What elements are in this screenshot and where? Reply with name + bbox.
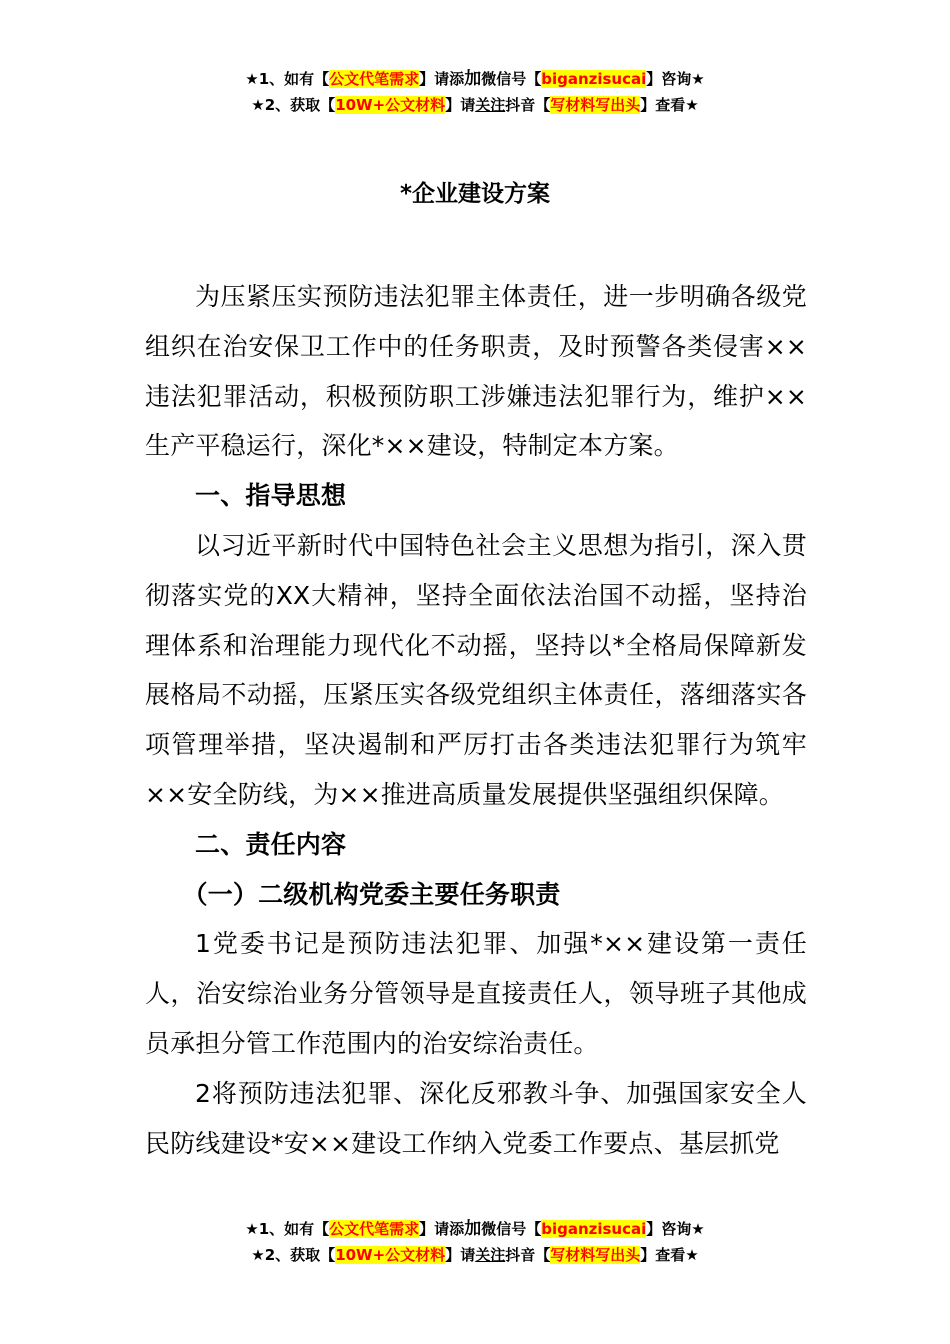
document-title: *企业建设方案: [399, 181, 551, 207]
list-item-paragraph: 1党委书记是预防违法犯罪、加强*××建设第一责任人，治安综治业务分管领导是直接责任人，领导班子其他成员承担分管工作范围内的治安综治责任。: [145, 929, 807, 1058]
highlight-text: biganzisucai: [541, 70, 647, 88]
document-body: [145, 272, 807, 1168]
footer-banner: [0, 1216, 950, 1268]
highlight-text: 公文代笔需求: [329, 1220, 420, 1238]
highlight-text: 10W+公文材料: [335, 96, 446, 114]
header-banner: [0, 66, 950, 118]
highlight-text: 写材料写出头: [550, 96, 641, 114]
banner-line-2: ★2、获取【10W+公文材料】请关注抖音【写材料写出头】查看★: [251, 96, 699, 114]
section-heading: 一、指导思想: [195, 481, 347, 511]
highlight-text: 公文代笔需求: [329, 70, 420, 88]
subsection-heading: （一）二级机构党委主要任务职责: [182, 879, 561, 909]
banner-line-2: ★2、获取【10W+公文材料】请关注抖音【写材料写出头】查看★: [251, 1246, 699, 1264]
highlight-text: biganzisucai: [541, 1220, 647, 1238]
highlight-text: 写材料写出头: [550, 1246, 641, 1264]
list-item-paragraph: 2将预防违法犯罪、深化反邪教斗争、加强国家安全人民防线建设*安××建设工作纳入党委工作要点、基层抓党: [145, 1078, 807, 1158]
section-heading: 二、责任内容: [195, 829, 347, 859]
banner-line-1: ★1、如有【公文代笔需求】请添加微信号【biganzisucai】咨询★: [245, 69, 705, 89]
highlight-text: 10W+公文材料: [335, 1246, 446, 1264]
banner-line-1: ★1、如有【公文代笔需求】请添加微信号【biganzisucai】咨询★: [245, 1219, 705, 1239]
section-paragraph: 以习近平新时代中国特色社会主义思想为指引，深入贯彻落实党的XX大精神，坚持全面依法治国不动摇，坚持治理体系和治理能力现代化不动摇，坚持以*全格局保障新发展格局不动摇，压紧压实各级党组织主体责任，落细落实各项管理举措，坚决遏制和严厉打击各类违法犯罪行为筑牢××安全防线，为××推进高质量发展提供坚强组织保障。: [145, 530, 807, 809]
intro-paragraph: 为压紧压实预防违法犯罪主体责任，进一步明确各级党组织在治安保卫工作中的任务职责，及时预警各类侵害××违法犯罪活动，积极预防职工涉嫌违法犯罪行为，维护××生产平稳运行，深化*××建设，特制定本方案。: [145, 282, 807, 461]
